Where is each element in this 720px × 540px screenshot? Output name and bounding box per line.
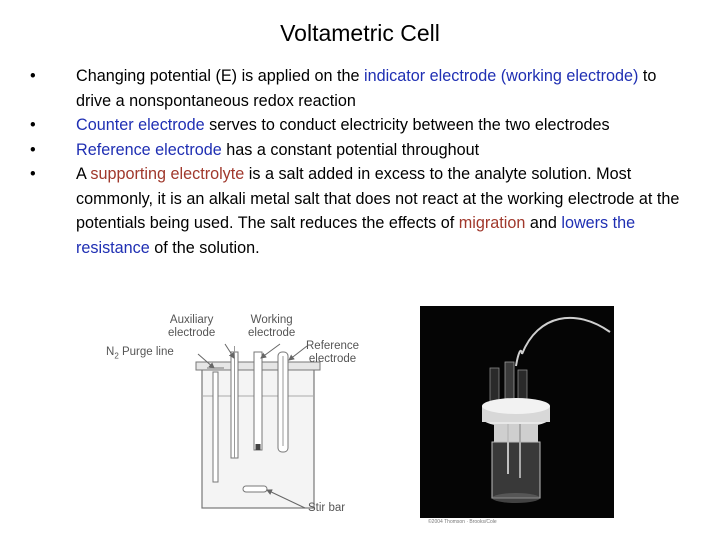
bullet-mark: • xyxy=(30,116,36,134)
stir-bar-label: Stir bar xyxy=(308,502,346,514)
auxiliary-electrode-label xyxy=(168,314,215,340)
bullet-text: Changing potential (E) is applied on the xyxy=(76,67,364,85)
bullet-mark: • xyxy=(30,67,36,85)
bullet-text: has a constant potential throughout xyxy=(221,140,480,159)
keyword-migration: migration xyxy=(458,214,526,232)
bullet-item xyxy=(30,162,690,260)
purge-subscript: 2 xyxy=(114,351,119,361)
auxiliary-pointer xyxy=(225,344,234,358)
bullet-item xyxy=(30,138,690,163)
working-electrode-label xyxy=(248,314,295,340)
purge-line-label xyxy=(106,346,174,362)
label-line: Working xyxy=(250,314,293,326)
bullet-mark: • xyxy=(30,140,36,159)
bullet-list xyxy=(30,64,690,260)
bullet-item xyxy=(30,64,690,113)
bullet-item xyxy=(30,113,690,138)
bullet-text: serves to conduct electricity between the two electrodes xyxy=(204,116,610,134)
label-line: Auxiliary xyxy=(169,314,214,326)
cell-photo-image xyxy=(420,306,614,518)
stir-bar xyxy=(243,486,267,492)
keyword-counter-electrode: Counter electrode xyxy=(76,116,205,134)
reference-pointer xyxy=(289,346,307,360)
working-pointer xyxy=(261,344,280,358)
purge-n: N xyxy=(106,346,115,358)
auxiliary-electrode xyxy=(231,346,238,458)
slide-title: Voltametric Cell xyxy=(280,20,440,46)
bullet-text: is a salt added in excess to the analyte solution. Most commonly, it is an alkali metal salt that does not react at the working electrode at the potentials being used. The salt reduces the effects of xyxy=(76,165,680,232)
bullet-text: of the solution. xyxy=(149,238,260,257)
keyword-lowers-resistance: lowers the resistance xyxy=(76,214,636,257)
label-line: Reference xyxy=(306,340,360,352)
bullet-mark: • xyxy=(30,165,36,183)
bullet-text: A xyxy=(76,165,91,183)
reference-electrode-label xyxy=(306,340,359,366)
bullet-text: and xyxy=(525,214,562,232)
keyword-supporting-electrolyte: supporting electrolyte xyxy=(90,165,245,183)
keyword-indicator-electrode: indicator electrode (working electrode) xyxy=(363,67,639,85)
bullet-text: to drive a nonspontaneous redox reaction xyxy=(76,67,657,110)
label-line: electrode xyxy=(308,353,357,365)
keyword-reference-electrode: Reference electrode xyxy=(76,140,222,159)
label-line: electrode xyxy=(168,327,216,339)
reference-electrode xyxy=(278,352,288,452)
purge-text: Purge line xyxy=(118,346,174,358)
voltammetric-cell-diagram xyxy=(100,306,400,520)
working-electrode xyxy=(254,352,262,450)
cell-photo xyxy=(420,306,614,518)
photo-copyright: ©2004 Thomson · Brooks/Cole xyxy=(428,519,497,525)
label-line: electrode xyxy=(248,327,296,339)
